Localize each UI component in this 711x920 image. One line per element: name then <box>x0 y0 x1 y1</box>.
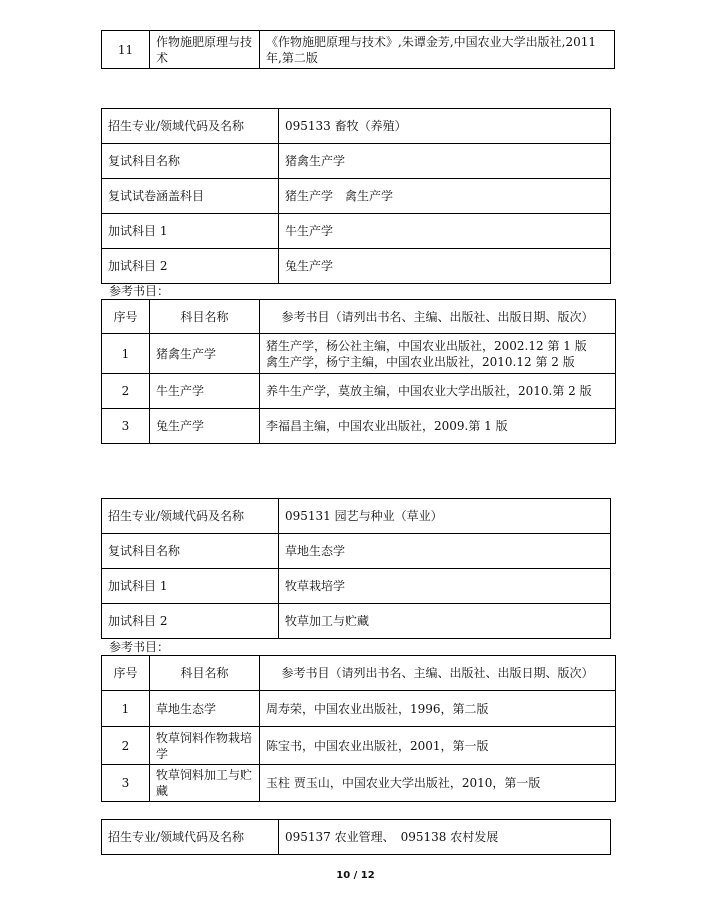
header-books: 参考书目（请列出书名、主编、出版社、出版日期、版次） <box>260 656 616 691</box>
table-row <box>102 691 616 727</box>
info-value: 草地生态学 <box>279 534 611 569</box>
info-table-2-body <box>102 499 611 639</box>
reference-books <box>260 334 616 374</box>
subject-name: 作物施肥原理与技术 <box>150 31 260 69</box>
reference-book: 禽生产学，杨宁主编，中国农业出版社，2010.12 第 2 版 <box>266 354 575 369</box>
info-table-3-body <box>102 820 611 855</box>
info-label: 加试科目 2 <box>102 604 279 639</box>
row-number: 11 <box>102 31 150 69</box>
info-value: 095131 园艺与种业（草业） <box>279 499 611 534</box>
header-books: 参考书目（请列出书名、主编、出版社、出版日期、版次） <box>260 300 616 334</box>
table-row <box>102 727 616 765</box>
info-label: 加试科目 1 <box>102 569 279 604</box>
reference-book: 李福昌主编，中国农业出版社，2009.第 1 版 <box>266 419 508 433</box>
info-value: 猪生产学 禽生产学 <box>279 179 611 214</box>
info-row <box>102 569 611 604</box>
reference-books <box>260 727 616 765</box>
info-value: 兔生产学 <box>279 249 611 284</box>
row-number: 3 <box>102 409 150 444</box>
info-row <box>102 179 611 214</box>
header-row <box>102 656 616 691</box>
info-table-1-body <box>102 109 611 284</box>
info-label: 招生专业/领域代码及名称 <box>102 820 279 855</box>
subject-name: 草地生态学 <box>150 691 260 727</box>
reference-book: 周寿荣，中国农业出版社，1996，第二版 <box>266 701 489 716</box>
info-row <box>102 604 611 639</box>
info-label: 复试科目名称 <box>102 534 279 569</box>
info-label: 招生专业/领域代码及名称 <box>102 499 279 534</box>
reference-book: 猪生产学，杨公社主编，中国农业出版社，2002.12 第 1 版 <box>266 338 587 353</box>
reference-book: 养牛生产学，莫放主编，中国农业大学出版社，2010.第 2 版 <box>266 384 592 398</box>
info-row <box>102 214 611 249</box>
reference-book: 《作物施肥原理与技术》,朱谭金芳,中国农业大学出版社,2011年,第二版 <box>260 31 615 69</box>
info-label: 复试科目名称 <box>102 144 279 179</box>
reference-books <box>260 691 616 727</box>
ref-table-2 <box>101 655 616 802</box>
info-row <box>102 109 611 144</box>
table-row <box>102 31 615 69</box>
reference-book: 玉柱 贾玉山，中国农业大学出版社，2010，第一版 <box>266 776 541 790</box>
info-label: 复试试卷涵盖科目 <box>102 179 279 214</box>
header-subject: 科目名称 <box>150 656 260 691</box>
row-number: 3 <box>102 765 150 802</box>
info-value: 猪禽生产学 <box>279 144 611 179</box>
page-number: 10 / 12 <box>336 870 375 881</box>
table-row <box>102 334 616 374</box>
info-row <box>102 499 611 534</box>
subject-name: 牛生产学 <box>150 374 260 409</box>
info-row <box>102 534 611 569</box>
reference-books <box>260 374 616 409</box>
ref-table-2-body <box>102 691 616 802</box>
info-row <box>102 249 611 284</box>
table-row <box>102 409 616 444</box>
info-label: 加试科目 1 <box>102 214 279 249</box>
info-label: 加试科目 2 <box>102 249 279 284</box>
row-number: 2 <box>102 727 150 765</box>
subject-name: 猪禽生产学 <box>150 334 260 374</box>
row-number: 2 <box>102 374 150 409</box>
reference-book: 陈宝书，中国农业出版社，2001，第一版 <box>266 738 489 753</box>
row-number: 1 <box>102 334 150 374</box>
info-value: 牧草加工与贮藏 <box>279 604 611 639</box>
info-label: 招生专业/领域代码及名称 <box>102 109 279 144</box>
header-num: 序号 <box>102 300 150 334</box>
info-table-1 <box>101 108 611 284</box>
info-value: 095133 畜牧（养殖） <box>279 109 611 144</box>
subject-name: 牧草饲料加工与贮藏 <box>150 765 260 802</box>
info-table-2 <box>101 498 611 639</box>
table-row <box>102 765 616 802</box>
subject-name: 兔生产学 <box>150 409 260 444</box>
ref-table-1-body <box>102 334 616 444</box>
ref-caption-1: 参考书目： <box>109 284 170 298</box>
continuation-table <box>101 30 615 69</box>
subject-name: 牧草饲料作物栽培学 <box>150 727 260 765</box>
header-num: 序号 <box>102 656 150 691</box>
info-value: 牧草栽培学 <box>279 569 611 604</box>
reference-books <box>260 765 616 802</box>
info-value: 095137 农业管理、 095138 农村发展 <box>279 820 611 855</box>
ref-table-1 <box>101 299 616 444</box>
reference-books <box>260 409 616 444</box>
info-row <box>102 820 611 855</box>
header-subject: 科目名称 <box>150 300 260 334</box>
row-number: 1 <box>102 691 150 727</box>
header-row <box>102 300 616 334</box>
info-table-3 <box>101 819 611 855</box>
ref-caption-2: 参考书目： <box>109 640 170 654</box>
info-row <box>102 144 611 179</box>
table-row <box>102 374 616 409</box>
info-value: 牛生产学 <box>279 214 611 249</box>
